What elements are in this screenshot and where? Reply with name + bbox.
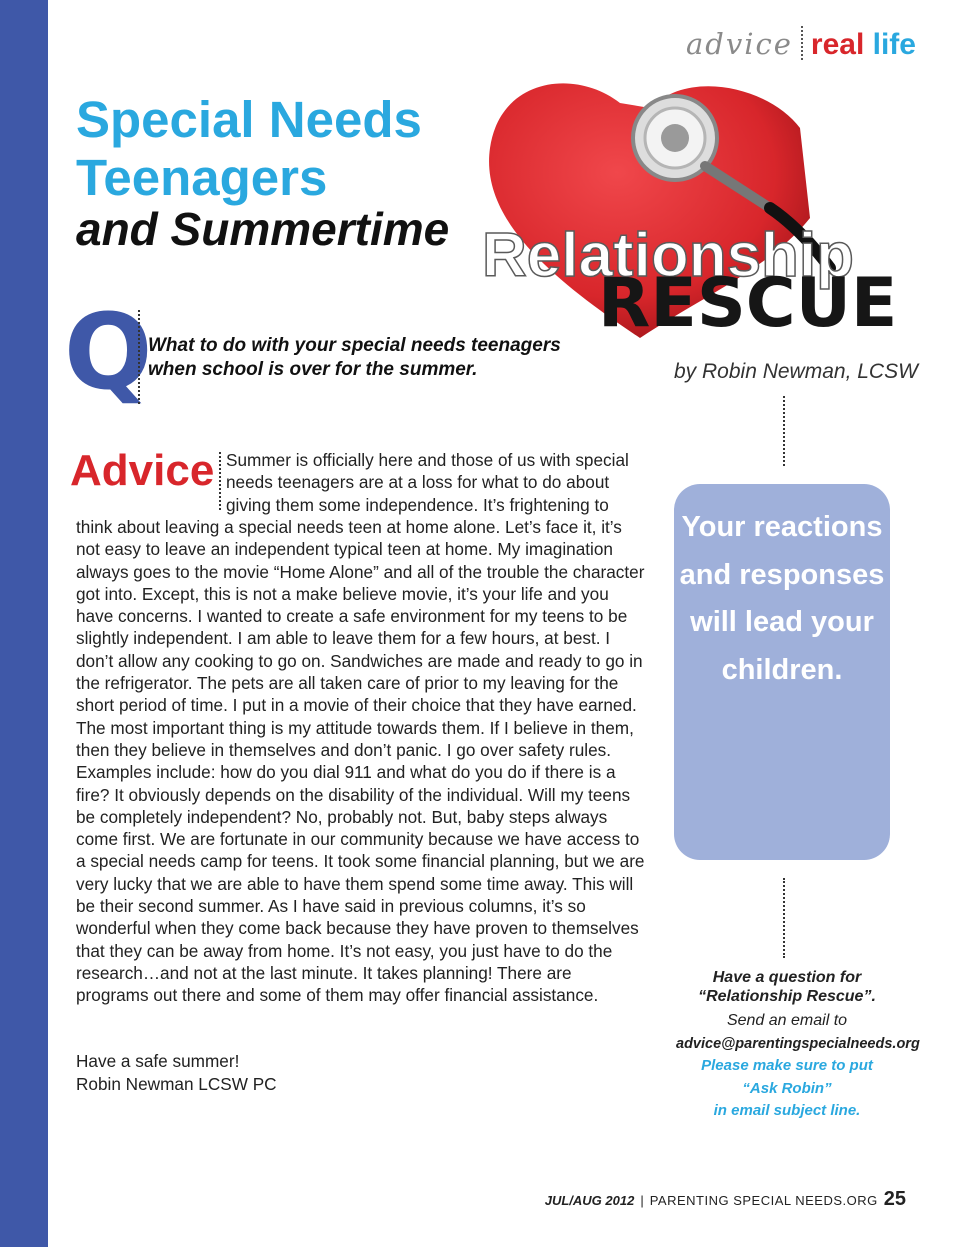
advice-body-text: think about leaving a special needs teen at home alone. Let’s face it, it’s not easy to leave an independent typical teen at home. My imagination always goes to the movie “Home Alone” and all of the trouble the character got into. Except, this is not a make believe movie, it’s your life and you have concerns. I wanted to create a safe environment for my teens to be slightly independent. I am able to leave them for a few hours, at best. I don’t allow any cooking to go on. Sandwiches are made and ready to go in the refrigerator. The pets are all taken care of prior to my leaving for the short period of time. I put in a movie of their choice that they have earned. The most important thing is my attitude towards them. If I believe in them, then they believe in themselves and don’t panic. I go over safety rules. Examples include: how do you dial 911 and what do you do if there is a fire? It obviously depends on the disability of the individual. Will my teens be completely independent? No, probably not. But, baby steps always come first. We are fortunate in our community because we have access to a special needs camp for teens. It took some financial planning, but we are very lucky that we are able to have them spend some time away. This will be their second summer. As I have said in previous columns, it’s so wonderful when they come back because they have proven to themselves that they can be away from home. It’s not easy, you just have to do the research…and not at the last minute. It takes planning! There are programs out there and some of them may offer financial assistance. [76, 517, 645, 1006]
advice-divider [219, 452, 221, 510]
section-life: life [872, 28, 916, 61]
section-advice: advice [685, 27, 793, 61]
contact-box [676, 968, 920, 1123]
relationship-rescue-logo [470, 68, 930, 348]
page-number: 25 [883, 1188, 906, 1210]
closing-signature: Robin Newman LCSW PC [76, 1074, 277, 1094]
title-line-1: Special Needs [76, 91, 422, 148]
pull-quote-text: Your reactions and responses will lead your children. [679, 511, 885, 686]
contact-line-3: Send an email to [726, 1012, 848, 1029]
footer-separator: | [640, 1193, 644, 1208]
page-footer [545, 1188, 906, 1211]
question-letter: Q [64, 291, 153, 413]
section-label [686, 26, 916, 62]
title-line-3: and Summertime [76, 203, 450, 255]
question-text: What to do with your special needs teenagers when school is over for the summer. [148, 335, 561, 380]
byline: by Robin Newman, LCSW [674, 360, 918, 383]
dotted-rule-bottom [783, 878, 785, 958]
pull-quote [674, 484, 890, 860]
logo-word-rescue: RESCUE [598, 264, 898, 343]
logo-word-relationship: Relationship [482, 221, 855, 290]
question-divider [138, 310, 140, 404]
contact-line-1: Have a question for [712, 969, 862, 986]
left-color-bar [0, 0, 48, 1247]
advice-closing [76, 1050, 277, 1096]
closing-line-1: Have a safe summer! [76, 1051, 240, 1071]
contact-line-4: Please make sure to put [701, 1057, 873, 1074]
contact-line-6: in email subject line. [713, 1102, 861, 1119]
advice-heading: Advice [70, 446, 215, 495]
section-real: real [810, 28, 865, 61]
contact-line-5: “Ask Robin” [742, 1079, 832, 1097]
advice-lead-text: Summer is officially here and those of us with special needs teenagers are at a loss for what to do about giving them some independence. It’s frightening to [226, 450, 629, 515]
section-divider [801, 26, 803, 60]
title-line-2: Teenagers [76, 149, 328, 206]
dotted-rule-top [783, 396, 785, 466]
contact-line-2: “Relationship Rescue”. [698, 988, 876, 1005]
contact-email-link[interactable]: advice@parentingspecialneeds.org [676, 1035, 920, 1052]
footer-issue: JUL/AUG 2012 [544, 1193, 635, 1208]
footer-site: PARENTING SPECIAL NEEDS.ORG [649, 1193, 878, 1208]
